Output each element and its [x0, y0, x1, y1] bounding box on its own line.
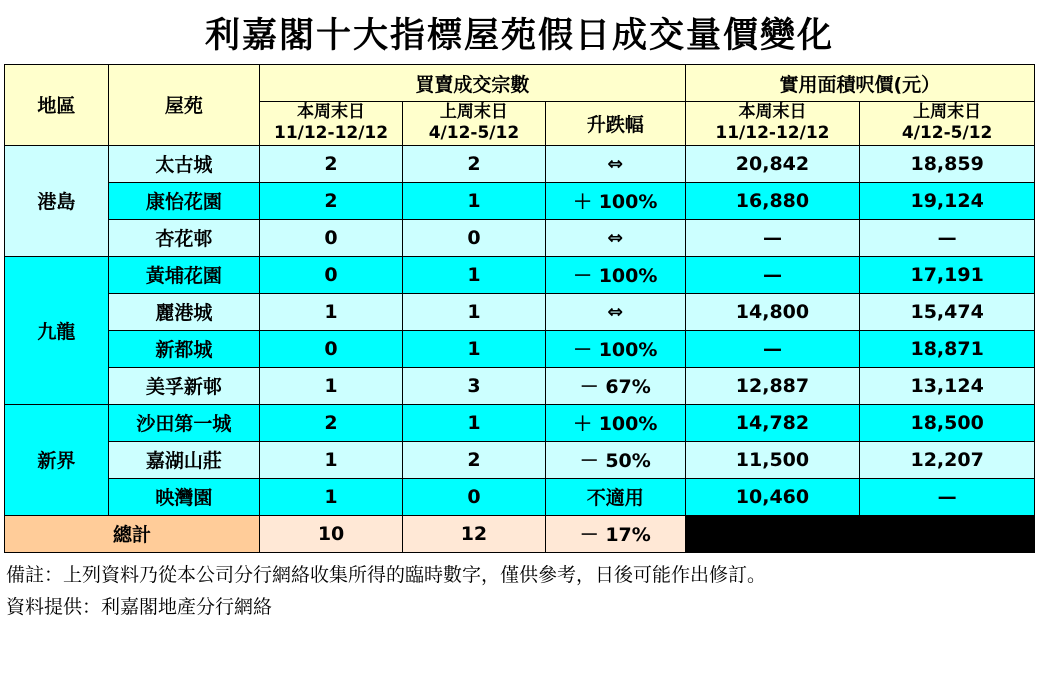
table-row: [5, 478, 1035, 515]
page-title: 利嘉閣十大指標屋苑假日成交量價變化: [204, 15, 834, 56]
footnotes: [0, 553, 1039, 622]
estate-name: 嘉湖山莊: [108, 441, 259, 478]
change-value: － 100%: [545, 256, 685, 293]
header-group-price: 實用面積呎價(元）: [685, 65, 1034, 102]
price-this-weekend: 12,887: [685, 367, 860, 404]
estate-name: 美孚新邨: [108, 367, 259, 404]
header-this-weekend-count: [260, 102, 403, 146]
header-price-last-date: 4/12-5/12: [901, 123, 993, 144]
price-this-weekend: 20,842: [685, 145, 860, 182]
change-value: ⇔: [545, 219, 685, 256]
count-this-weekend: 1: [260, 478, 403, 515]
count-this-weekend: 2: [260, 404, 403, 441]
total-price-blank: [685, 515, 1034, 552]
price-this-weekend: 11,500: [685, 441, 860, 478]
table-row: [5, 145, 1035, 182]
price-last-weekend: 13,124: [860, 367, 1035, 404]
total-change: － 17%: [545, 515, 685, 552]
header-change: 升跌幅: [545, 102, 685, 146]
table-row: [5, 367, 1035, 404]
price-this-weekend: 14,782: [685, 404, 860, 441]
change-value: ＋ 100%: [545, 404, 685, 441]
header-price-this-date: 11/12-12/12: [715, 123, 830, 144]
header-group-transactions: 買賣成交宗數: [260, 65, 686, 102]
change-value: － 100%: [545, 330, 685, 367]
total-row: [5, 515, 1035, 552]
price-last-weekend: 17,191: [860, 256, 1035, 293]
header-region: 地區: [5, 65, 109, 146]
estate-name: 映灣園: [108, 478, 259, 515]
table-row: [5, 219, 1035, 256]
count-last-weekend: 1: [402, 330, 545, 367]
header-price-last-label: 上周末日: [913, 102, 982, 122]
estate-name: 沙田第一城: [108, 404, 259, 441]
price-last-weekend: 18,871: [860, 330, 1035, 367]
estate-name: 新都城: [108, 330, 259, 367]
price-this-weekend: 14,800: [685, 293, 860, 330]
remark-text: 備註：上列資料乃從本公司分行網絡收集所得的臨時數字，僅供參考，日後可能作出修訂。: [6, 563, 767, 586]
header-estate: 屋苑: [108, 65, 259, 146]
price-last-weekend: —: [860, 478, 1035, 515]
change-value: － 67%: [545, 367, 685, 404]
price-last-weekend: 18,859: [860, 145, 1035, 182]
header-this-weekend-date: 11/12-12/12: [273, 123, 389, 144]
estate-name: 麗港城: [108, 293, 259, 330]
total-label: 總計: [5, 515, 260, 552]
total-count-this-weekend: 10: [260, 515, 403, 552]
count-last-weekend: 2: [402, 145, 545, 182]
header-price-this-label: 本周末日: [738, 102, 807, 122]
header-last-weekend-price: [860, 102, 1035, 146]
region-label-hk-island: 港島: [5, 145, 109, 256]
table-row: [5, 330, 1035, 367]
source-text: 資料提供：利嘉閣地產分行網絡: [6, 596, 273, 618]
estate-name: 杏花邨: [108, 219, 259, 256]
change-value: ⇔: [545, 293, 685, 330]
region-label-kowloon: 九龍: [5, 256, 109, 404]
count-this-weekend: 2: [260, 182, 403, 219]
count-last-weekend: 0: [402, 219, 545, 256]
header-row-top: [5, 65, 1035, 102]
count-last-weekend: 1: [402, 293, 545, 330]
holiday-transaction-table: [4, 64, 1035, 553]
price-last-weekend: 18,500: [860, 404, 1035, 441]
count-this-weekend: 1: [260, 441, 403, 478]
estate-name: 康怡花園: [108, 182, 259, 219]
header-this-weekend-price: [685, 102, 860, 146]
count-this-weekend: 1: [260, 367, 403, 404]
change-value: 不適用: [545, 478, 685, 515]
header-last-weekend-count: [402, 102, 545, 146]
count-this-weekend: 2: [260, 145, 403, 182]
change-value: ＋ 100%: [545, 182, 685, 219]
count-last-weekend: 0: [402, 478, 545, 515]
table-head: [5, 65, 1035, 146]
table-row: [5, 404, 1035, 441]
price-last-weekend: 12,207: [860, 441, 1035, 478]
count-this-weekend: 0: [260, 256, 403, 293]
count-last-weekend: 2: [402, 441, 545, 478]
change-value: － 50%: [545, 441, 685, 478]
count-this-weekend: 1: [260, 293, 403, 330]
header-last-weekend-label: 上周末日: [439, 102, 508, 122]
price-this-weekend: —: [685, 256, 860, 293]
table-row: [5, 256, 1035, 293]
header-last-weekend-date: 4/12-5/12: [428, 123, 520, 144]
table-row: [5, 182, 1035, 219]
price-last-weekend: —: [860, 219, 1035, 256]
table-row: [5, 441, 1035, 478]
price-last-weekend: 15,474: [860, 293, 1035, 330]
change-value: ⇔: [545, 145, 685, 182]
count-this-weekend: 0: [260, 219, 403, 256]
count-last-weekend: 1: [402, 256, 545, 293]
header-this-weekend-label: 本周末日: [297, 102, 366, 122]
table-body: [5, 145, 1035, 552]
count-this-weekend: 0: [260, 330, 403, 367]
count-last-weekend: 1: [402, 182, 545, 219]
count-last-weekend: 3: [402, 367, 545, 404]
estate-name: 太古城: [108, 145, 259, 182]
estate-name: 黃埔花園: [108, 256, 259, 293]
price-last-weekend: 19,124: [860, 182, 1035, 219]
price-this-weekend: 16,880: [685, 182, 860, 219]
region-label-new-territories: 新界: [5, 404, 109, 515]
price-this-weekend: —: [685, 330, 860, 367]
total-count-last-weekend: 12: [402, 515, 545, 552]
price-this-weekend: —: [685, 219, 860, 256]
count-last-weekend: 1: [402, 404, 545, 441]
table-row: [5, 293, 1035, 330]
price-this-weekend: 10,460: [685, 478, 860, 515]
